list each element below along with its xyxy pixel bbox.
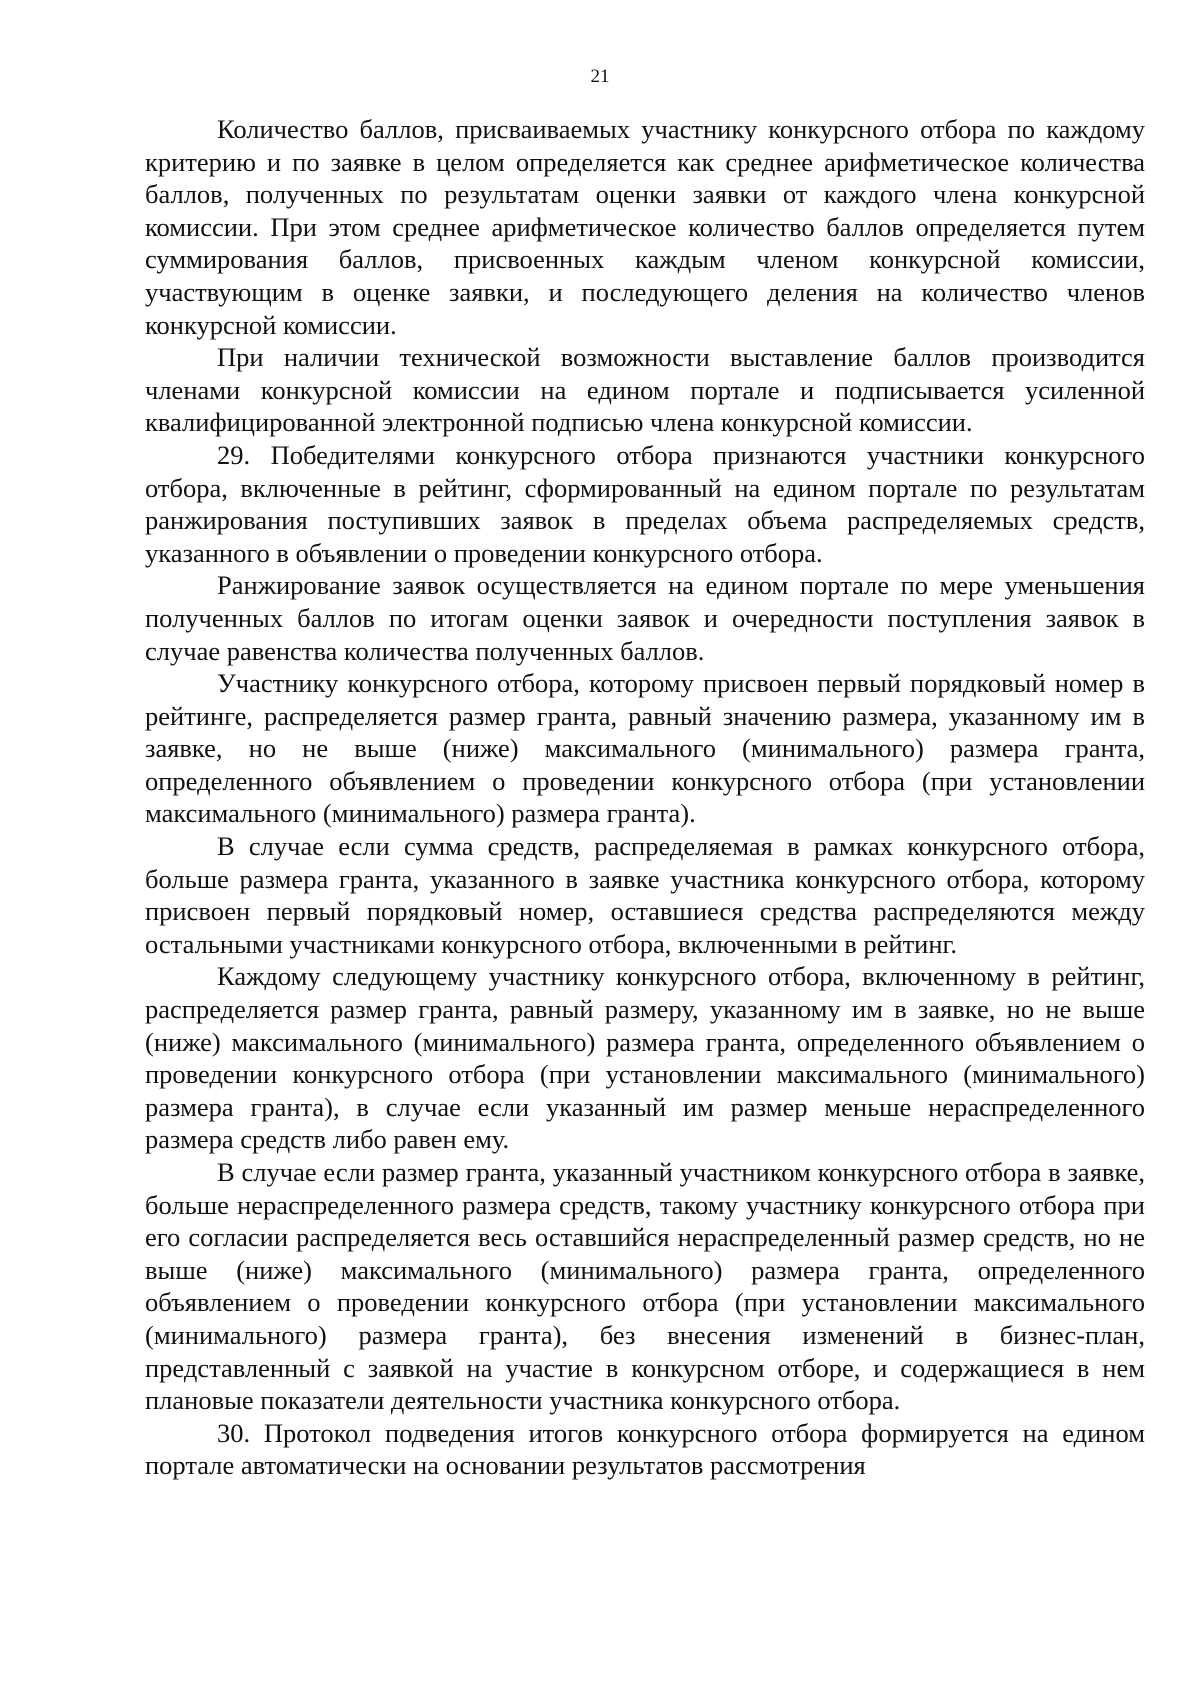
document-body <box>145 113 1145 1482</box>
paragraph-first-place-grant: Участнику конкурсного отбора, которому присвоен первый порядковый номер в рейтинге, распределяется размер гранта, равный значению размера, указанному им в заявке, но не выше (ниже) максимального (минимального) размера гранта, определенного объявлением о проведении конкурсного отбора (при установлении максимального (минимального) размера гранта). <box>145 668 1145 829</box>
paragraph-clause-30-protocol: 30. Протокол подведения итогов конкурсного отбора формируется на едином портале автоматически на основании результатов рассмотрения <box>145 1417 1145 1481</box>
page-number: 21 <box>590 66 610 87</box>
paragraph-next-participants: Каждому следующему участнику конкурсного отбора, включенному в рейтинг, распределяется размер гранта, равный размеру, указанному им в заявке, но не выше (ниже) максимального (минимального) размера гранта, определенного объявлением о проведении конкурсного отбора (при установлении максимального (минимального) размера гранта), в случае если указанный им размер меньше нераспределенного размера средств либо равен ему. <box>145 961 1145 1155</box>
paragraph-electronic-signature: При наличии технической возможности выставление баллов производится членами конкурсной комиссии на едином портале и подписывается усиленной квалифицированной электронной подписью члена конкурсной комиссии. <box>145 342 1145 438</box>
paragraph-ranking: Ранжирование заявок осуществляется на едином портале по мере уменьшения полученных баллов по итогам оценки заявок и очередности поступления заявок в случае равенства количества полученных баллов. <box>145 570 1145 666</box>
paragraph-clause-29-winners: 29. Победителями конкурсного отбора признаются участники конкурсного отбора, включенные в рейтинг, сформированный на едином портале по результатам ранжирования поступивших заявок в пределах объема распределяемых средств, указанного в объявлении о проведении конкурсного отбора. <box>145 439 1145 568</box>
paragraph-remaining-funds: В случае если сумма средств, распределяемая в рамках конкурсного отбора, больше размера гранта, указанного в заявке участника конкурсного отбора, которому присвоен первый порядковый номер, оставшиеся средства распределяются между остальными участниками конкурсного отбора, включенными в рейтинг. <box>145 831 1145 959</box>
paragraph-undistributed-funds: В случае если размер гранта, указанный участником конкурсного отбора в заявке, больше нераспределенного размера средств, такому участнику конкурсного отбора при его согласии распределяется весь оставшийся нераспределенный размер средств, но не выше (ниже) максимального (минимального) размера гранта, определенного объявлением о проведении конкурсного отбора (при установлении максимального (минимального) размера гранта), без внесения изменений в бизнес-план, представленный с заявкой на участие в конкурсном отборе, и содержащиеся в нем плановые показатели деятельности участника конкурсного отбора. <box>145 1157 1145 1416</box>
paragraph-score-averaging: Количество баллов, присваиваемых участнику конкурсного отбора по каждому критерию и по заявке в целом определяется как среднее арифметическое количества баллов, полученных по результатам оценки заявки от каждого члена конкурсной комиссии. При этом среднее арифметическое количество баллов определяется путем суммирования баллов, присвоенных каждым членом конкурсной комиссии, участвующим в оценке заявки, и последующего деления на количество членов конкурсной комиссии. <box>145 114 1145 340</box>
